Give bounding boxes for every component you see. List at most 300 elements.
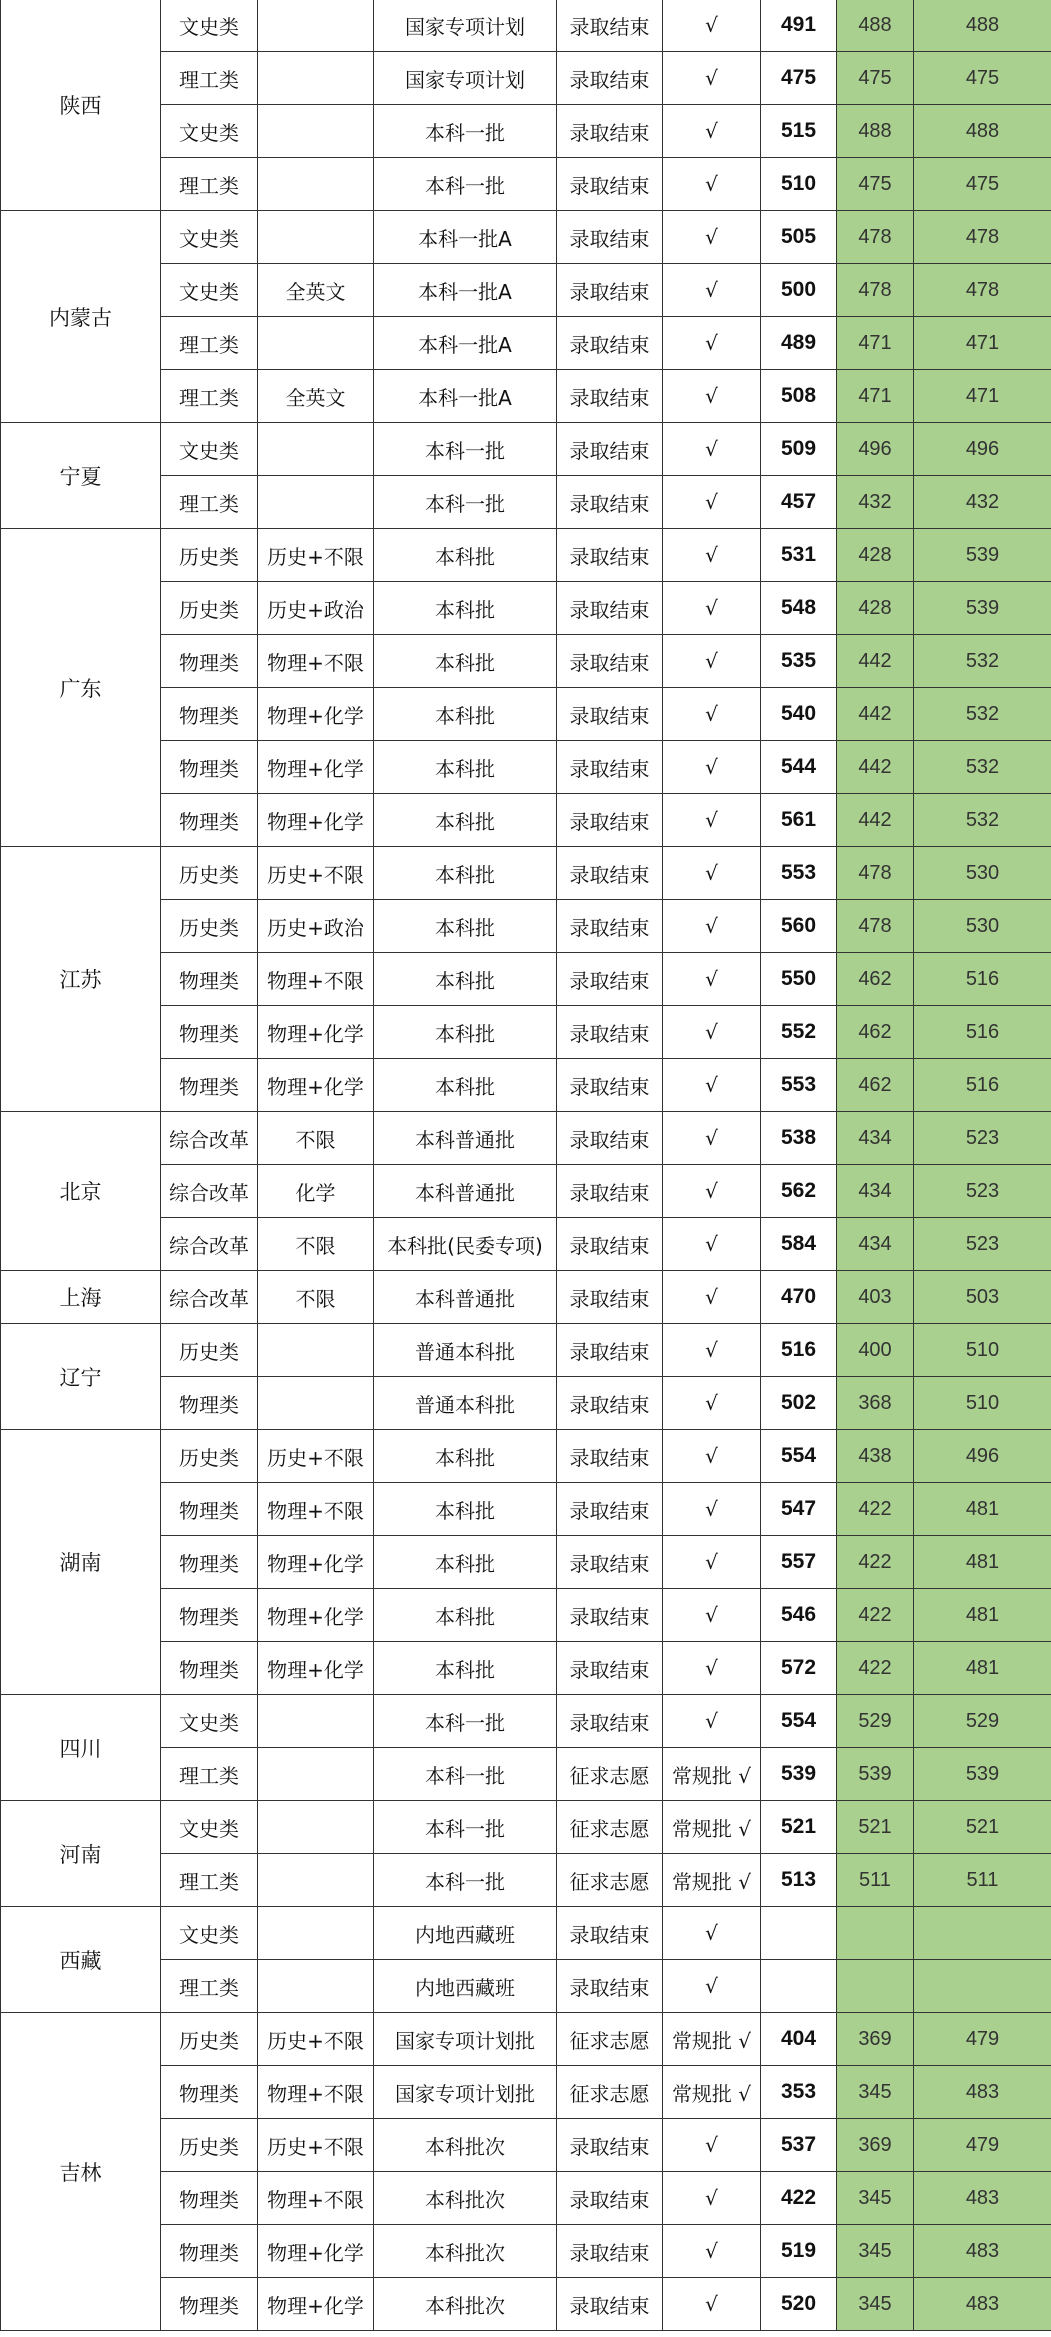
subject-cell (258, 1377, 374, 1430)
batch-cell: 本科批 (374, 635, 557, 688)
subject-cell (258, 158, 374, 211)
province-cell: 内蒙古 (1, 211, 161, 423)
category-cell: 理工类 (161, 476, 258, 529)
status-cell: 录取结束 (557, 1589, 663, 1642)
line2-cell: 530 (914, 847, 1051, 900)
check-cell: √ (663, 2225, 761, 2278)
category-cell: 物理类 (161, 1536, 258, 1589)
line2-cell: 532 (914, 741, 1051, 794)
line1-cell: 434 (837, 1165, 914, 1218)
score-cell: 550 (761, 953, 837, 1006)
score-cell: 510 (761, 158, 837, 211)
line2-cell: 481 (914, 1536, 1051, 1589)
batch-cell: 内地西藏班 (374, 1907, 557, 1960)
status-cell: 录取结束 (557, 52, 663, 105)
line1-cell: 475 (837, 52, 914, 105)
batch-cell: 本科批 (374, 688, 557, 741)
line1-cell: 442 (837, 794, 914, 847)
category-cell: 综合改革 (161, 1165, 258, 1218)
check-cell: √ (663, 688, 761, 741)
category-cell: 物理类 (161, 688, 258, 741)
line2-cell: 539 (914, 529, 1051, 582)
line2-cell: 523 (914, 1165, 1051, 1218)
batch-cell: 本科批 (374, 1006, 557, 1059)
table-row (1, 423, 1051, 476)
subject-cell: 不限 (258, 1218, 374, 1271)
check-cell: √ (663, 953, 761, 1006)
batch-cell: 本科普通批 (374, 1165, 557, 1218)
subject-cell (258, 476, 374, 529)
check-cell: 常规批 √ (663, 1854, 761, 1907)
check-cell: √ (663, 1642, 761, 1695)
status-cell: 录取结束 (557, 476, 663, 529)
line1-cell: 422 (837, 1589, 914, 1642)
line1-cell: 432 (837, 476, 914, 529)
category-cell: 文史类 (161, 264, 258, 317)
status-cell: 录取结束 (557, 1695, 663, 1748)
line2-cell: 475 (914, 52, 1051, 105)
check-cell: √ (663, 476, 761, 529)
line1-cell: 471 (837, 317, 914, 370)
line1-cell: 539 (837, 1748, 914, 1801)
subject-cell: 物理+化学 (258, 1642, 374, 1695)
category-cell: 物理类 (161, 635, 258, 688)
category-cell: 物理类 (161, 1483, 258, 1536)
line2-cell: 479 (914, 2119, 1051, 2172)
line2-cell: 530 (914, 900, 1051, 953)
category-cell: 物理类 (161, 2172, 258, 2225)
line1-cell: 488 (837, 0, 914, 52)
status-cell: 录取结束 (557, 158, 663, 211)
category-cell: 物理类 (161, 2225, 258, 2278)
subject-cell: 物理+化学 (258, 1059, 374, 1112)
line1-cell: 422 (837, 1642, 914, 1695)
status-cell: 录取结束 (557, 900, 663, 953)
line2-cell: 521 (914, 1801, 1051, 1854)
table-row (1, 1271, 1051, 1324)
check-cell: √ (663, 1324, 761, 1377)
status-cell: 录取结束 (557, 105, 663, 158)
score-cell: 538 (761, 1112, 837, 1165)
status-cell: 录取结束 (557, 1271, 663, 1324)
batch-cell: 本科批 (374, 1483, 557, 1536)
subject-cell (258, 1907, 374, 1960)
batch-cell: 本科批次 (374, 2172, 557, 2225)
category-cell: 文史类 (161, 105, 258, 158)
line1-cell: 462 (837, 1006, 914, 1059)
subject-cell (258, 52, 374, 105)
line1-cell: 434 (837, 1112, 914, 1165)
subject-cell: 物理+不限 (258, 635, 374, 688)
batch-cell: 本科批次 (374, 2225, 557, 2278)
subject-cell: 物理+不限 (258, 953, 374, 1006)
category-cell: 理工类 (161, 52, 258, 105)
check-cell: √ (663, 1377, 761, 1430)
status-cell: 录取结束 (557, 1324, 663, 1377)
category-cell: 物理类 (161, 2066, 258, 2119)
table-row (1, 529, 1051, 582)
line1-cell: 442 (837, 635, 914, 688)
batch-cell: 本科批 (374, 1536, 557, 1589)
line1-cell: 438 (837, 1430, 914, 1483)
category-cell: 物理类 (161, 1006, 258, 1059)
line2-cell: 496 (914, 1430, 1051, 1483)
batch-cell: 本科一批 (374, 1801, 557, 1854)
score-cell: 475 (761, 52, 837, 105)
table-row (1, 1695, 1051, 1748)
category-cell: 理工类 (161, 317, 258, 370)
category-cell: 历史类 (161, 847, 258, 900)
subject-cell (258, 211, 374, 264)
line1-cell: 511 (837, 1854, 914, 1907)
check-cell: √ (663, 1006, 761, 1059)
subject-cell: 不限 (258, 1271, 374, 1324)
batch-cell: 本科批 (374, 529, 557, 582)
status-cell: 录取结束 (557, 1165, 663, 1218)
province-cell: 西藏 (1, 1907, 161, 2013)
subject-cell: 物理+化学 (258, 2225, 374, 2278)
score-cell: 553 (761, 847, 837, 900)
category-cell: 历史类 (161, 2119, 258, 2172)
province-cell: 四川 (1, 1695, 161, 1801)
status-cell: 录取结束 (557, 1483, 663, 1536)
check-cell: √ (663, 105, 761, 158)
category-cell: 文史类 (161, 1907, 258, 1960)
score-cell: 516 (761, 1324, 837, 1377)
line2-cell: 481 (914, 1589, 1051, 1642)
check-cell: √ (663, 0, 761, 52)
province-cell: 北京 (1, 1112, 161, 1271)
status-cell: 录取结束 (557, 264, 663, 317)
score-cell: 422 (761, 2172, 837, 2225)
province-cell: 陕西 (1, 0, 161, 211)
province-cell: 辽宁 (1, 1324, 161, 1430)
category-cell: 物理类 (161, 1589, 258, 1642)
score-cell: 520 (761, 2278, 837, 2331)
subject-cell: 物理+化学 (258, 794, 374, 847)
line2-cell: 432 (914, 476, 1051, 529)
score-cell: 554 (761, 1430, 837, 1483)
line1-cell: 462 (837, 1059, 914, 1112)
line1-cell: 475 (837, 158, 914, 211)
check-cell: 常规批 √ (663, 1748, 761, 1801)
category-cell: 物理类 (161, 2278, 258, 2331)
table-body (1, 0, 1051, 2331)
score-cell: 489 (761, 317, 837, 370)
check-cell: 常规批 √ (663, 2013, 761, 2066)
check-cell: √ (663, 847, 761, 900)
province-cell: 宁夏 (1, 423, 161, 529)
category-cell: 文史类 (161, 423, 258, 476)
category-cell: 物理类 (161, 741, 258, 794)
line2-cell: 532 (914, 635, 1051, 688)
status-cell: 录取结束 (557, 847, 663, 900)
check-cell: √ (663, 1589, 761, 1642)
score-cell: 509 (761, 423, 837, 476)
category-cell: 理工类 (161, 1960, 258, 2013)
score-cell: 572 (761, 1642, 837, 1695)
batch-cell: 本科批 (374, 1059, 557, 1112)
subject-cell: 化学 (258, 1165, 374, 1218)
status-cell: 征求志愿 (557, 1801, 663, 1854)
line1-cell: 422 (837, 1536, 914, 1589)
batch-cell: 本科批 (374, 900, 557, 953)
category-cell: 历史类 (161, 529, 258, 582)
status-cell: 录取结束 (557, 688, 663, 741)
batch-cell: 本科批 (374, 741, 557, 794)
score-cell: 519 (761, 2225, 837, 2278)
province-cell: 河南 (1, 1801, 161, 1907)
subject-cell: 物理+化学 (258, 1589, 374, 1642)
score-cell: 457 (761, 476, 837, 529)
check-cell: √ (663, 1430, 761, 1483)
score-cell: 515 (761, 105, 837, 158)
subject-cell (258, 1854, 374, 1907)
category-cell: 文史类 (161, 0, 258, 52)
status-cell: 录取结束 (557, 794, 663, 847)
score-cell: 505 (761, 211, 837, 264)
batch-cell: 本科批(民委专项) (374, 1218, 557, 1271)
line2-cell: 471 (914, 317, 1051, 370)
status-cell: 征求志愿 (557, 1748, 663, 1801)
status-cell: 录取结束 (557, 1006, 663, 1059)
score-cell: 500 (761, 264, 837, 317)
line2-cell: 483 (914, 2172, 1051, 2225)
status-cell: 录取结束 (557, 953, 663, 1006)
batch-cell: 本科批 (374, 794, 557, 847)
line1-cell: 442 (837, 741, 914, 794)
line2-cell: 539 (914, 1748, 1051, 1801)
status-cell: 录取结束 (557, 1377, 663, 1430)
line2-cell: 532 (914, 688, 1051, 741)
line2-cell: 511 (914, 1854, 1051, 1907)
score-cell: 502 (761, 1377, 837, 1430)
score-cell: 535 (761, 635, 837, 688)
line2-cell: 532 (914, 794, 1051, 847)
category-cell: 理工类 (161, 158, 258, 211)
status-cell: 录取结束 (557, 529, 663, 582)
score-cell: 553 (761, 1059, 837, 1112)
line2-cell: 481 (914, 1642, 1051, 1695)
subject-cell: 物理+不限 (258, 1483, 374, 1536)
check-cell: √ (663, 211, 761, 264)
batch-cell: 本科一批 (374, 1695, 557, 1748)
province-cell: 湖南 (1, 1430, 161, 1695)
batch-cell: 本科批 (374, 582, 557, 635)
subject-cell: 不限 (258, 1112, 374, 1165)
score-cell: 552 (761, 1006, 837, 1059)
subject-cell: 物理+不限 (258, 2066, 374, 2119)
line2-cell: 478 (914, 211, 1051, 264)
check-cell: √ (663, 52, 761, 105)
subject-cell: 历史+政治 (258, 900, 374, 953)
line2-cell: 496 (914, 423, 1051, 476)
score-cell: 521 (761, 1801, 837, 1854)
status-cell: 录取结束 (557, 2172, 663, 2225)
line2-cell: 479 (914, 2013, 1051, 2066)
score-cell: 531 (761, 529, 837, 582)
subject-cell (258, 1324, 374, 1377)
check-cell: √ (663, 1165, 761, 1218)
subject-cell (258, 1695, 374, 1748)
score-cell: 546 (761, 1589, 837, 1642)
category-cell: 文史类 (161, 211, 258, 264)
category-cell: 物理类 (161, 1377, 258, 1430)
line2-cell: 529 (914, 1695, 1051, 1748)
batch-cell: 本科批次 (374, 2278, 557, 2331)
line1-cell: 478 (837, 900, 914, 953)
subject-cell: 历史+政治 (258, 582, 374, 635)
status-cell: 录取结束 (557, 1960, 663, 2013)
status-cell: 录取结束 (557, 1430, 663, 1483)
check-cell: √ (663, 2119, 761, 2172)
province-cell: 江苏 (1, 847, 161, 1112)
check-cell: √ (663, 1112, 761, 1165)
batch-cell: 本科一批 (374, 158, 557, 211)
subject-cell: 全英文 (258, 370, 374, 423)
status-cell: 录取结束 (557, 1642, 663, 1695)
subject-cell: 物理+化学 (258, 2278, 374, 2331)
line2-cell: 516 (914, 1006, 1051, 1059)
line2-cell: 510 (914, 1377, 1051, 1430)
check-cell: √ (663, 741, 761, 794)
table-row (1, 211, 1051, 264)
check-cell: 常规批 √ (663, 2066, 761, 2119)
line2-cell: 516 (914, 1059, 1051, 1112)
score-cell: 404 (761, 2013, 837, 2066)
line1-cell: 345 (837, 2278, 914, 2331)
subject-cell: 物理+化学 (258, 741, 374, 794)
batch-cell: 国家专项计划 (374, 0, 557, 52)
check-cell: √ (663, 900, 761, 953)
subject-cell (258, 423, 374, 476)
category-cell: 物理类 (161, 794, 258, 847)
batch-cell: 本科普通批 (374, 1271, 557, 1324)
line2-cell: 475 (914, 158, 1051, 211)
score-cell: 508 (761, 370, 837, 423)
score-cell: 561 (761, 794, 837, 847)
status-cell: 录取结束 (557, 2225, 663, 2278)
category-cell: 历史类 (161, 900, 258, 953)
category-cell: 理工类 (161, 1748, 258, 1801)
category-cell: 理工类 (161, 1854, 258, 1907)
table-row (1, 2013, 1051, 2066)
line1-cell: 488 (837, 105, 914, 158)
check-cell: √ (663, 794, 761, 847)
check-cell: √ (663, 370, 761, 423)
subject-cell: 物理+化学 (258, 1006, 374, 1059)
line2-cell: 483 (914, 2278, 1051, 2331)
line1-cell: 496 (837, 423, 914, 476)
status-cell: 录取结束 (557, 211, 663, 264)
category-cell: 物理类 (161, 1059, 258, 1112)
subject-cell: 历史+不限 (258, 1430, 374, 1483)
score-cell: 554 (761, 1695, 837, 1748)
batch-cell: 本科一批A (374, 370, 557, 423)
batch-cell: 本科批 (374, 847, 557, 900)
table-row (1, 1112, 1051, 1165)
category-cell: 综合改革 (161, 1271, 258, 1324)
check-cell: √ (663, 1907, 761, 1960)
category-cell: 文史类 (161, 1695, 258, 1748)
category-cell: 历史类 (161, 582, 258, 635)
status-cell: 征求志愿 (557, 1854, 663, 1907)
check-cell: √ (663, 1483, 761, 1536)
score-cell: 540 (761, 688, 837, 741)
line1-cell: 478 (837, 847, 914, 900)
line2-cell (914, 1960, 1051, 2013)
check-cell: √ (663, 264, 761, 317)
batch-cell: 国家专项计划 (374, 52, 557, 105)
score-cell: 353 (761, 2066, 837, 2119)
batch-cell: 本科一批A (374, 264, 557, 317)
line2-cell: 523 (914, 1112, 1051, 1165)
line2-cell: 516 (914, 953, 1051, 1006)
score-cell: 584 (761, 1218, 837, 1271)
line1-cell: 428 (837, 529, 914, 582)
status-cell: 录取结束 (557, 1218, 663, 1271)
score-cell: 537 (761, 2119, 837, 2172)
table-row (1, 847, 1051, 900)
batch-cell: 本科批 (374, 953, 557, 1006)
score-cell: 539 (761, 1748, 837, 1801)
status-cell: 录取结束 (557, 1112, 663, 1165)
subject-cell: 历史+不限 (258, 2119, 374, 2172)
category-cell: 历史类 (161, 1430, 258, 1483)
score-cell: 491 (761, 0, 837, 52)
status-cell: 录取结束 (557, 1059, 663, 1112)
batch-cell: 本科一批 (374, 1748, 557, 1801)
subject-cell: 物理+不限 (258, 2172, 374, 2225)
category-cell: 理工类 (161, 370, 258, 423)
batch-cell: 本科一批 (374, 1854, 557, 1907)
check-cell: √ (663, 1059, 761, 1112)
check-cell: √ (663, 1218, 761, 1271)
batch-cell: 普通本科批 (374, 1377, 557, 1430)
line1-cell: 403 (837, 1271, 914, 1324)
status-cell: 录取结束 (557, 2119, 663, 2172)
line2-cell: 488 (914, 105, 1051, 158)
subject-cell: 物理+化学 (258, 688, 374, 741)
batch-cell: 本科一批 (374, 423, 557, 476)
line2-cell: 510 (914, 1324, 1051, 1377)
line1-cell (837, 1960, 914, 2013)
check-cell: √ (663, 635, 761, 688)
table-row (1, 0, 1051, 52)
score-cell (761, 1960, 837, 2013)
score-cell: 544 (761, 741, 837, 794)
table-row (1, 1801, 1051, 1854)
line2-cell (914, 1907, 1051, 1960)
status-cell: 录取结束 (557, 1907, 663, 1960)
status-cell: 录取结束 (557, 317, 663, 370)
check-cell: √ (663, 529, 761, 582)
category-cell: 物理类 (161, 1642, 258, 1695)
batch-cell: 国家专项计划批 (374, 2066, 557, 2119)
batch-cell: 本科一批 (374, 105, 557, 158)
score-cell (761, 1907, 837, 1960)
line1-cell: 369 (837, 2013, 914, 2066)
line2-cell: 483 (914, 2225, 1051, 2278)
subject-cell: 物理+化学 (258, 1536, 374, 1589)
line1-cell: 462 (837, 953, 914, 1006)
category-cell: 综合改革 (161, 1218, 258, 1271)
status-cell: 录取结束 (557, 2278, 663, 2331)
batch-cell: 本科一批A (374, 317, 557, 370)
check-cell: √ (663, 2278, 761, 2331)
batch-cell: 本科批 (374, 1430, 557, 1483)
status-cell: 录取结束 (557, 423, 663, 476)
